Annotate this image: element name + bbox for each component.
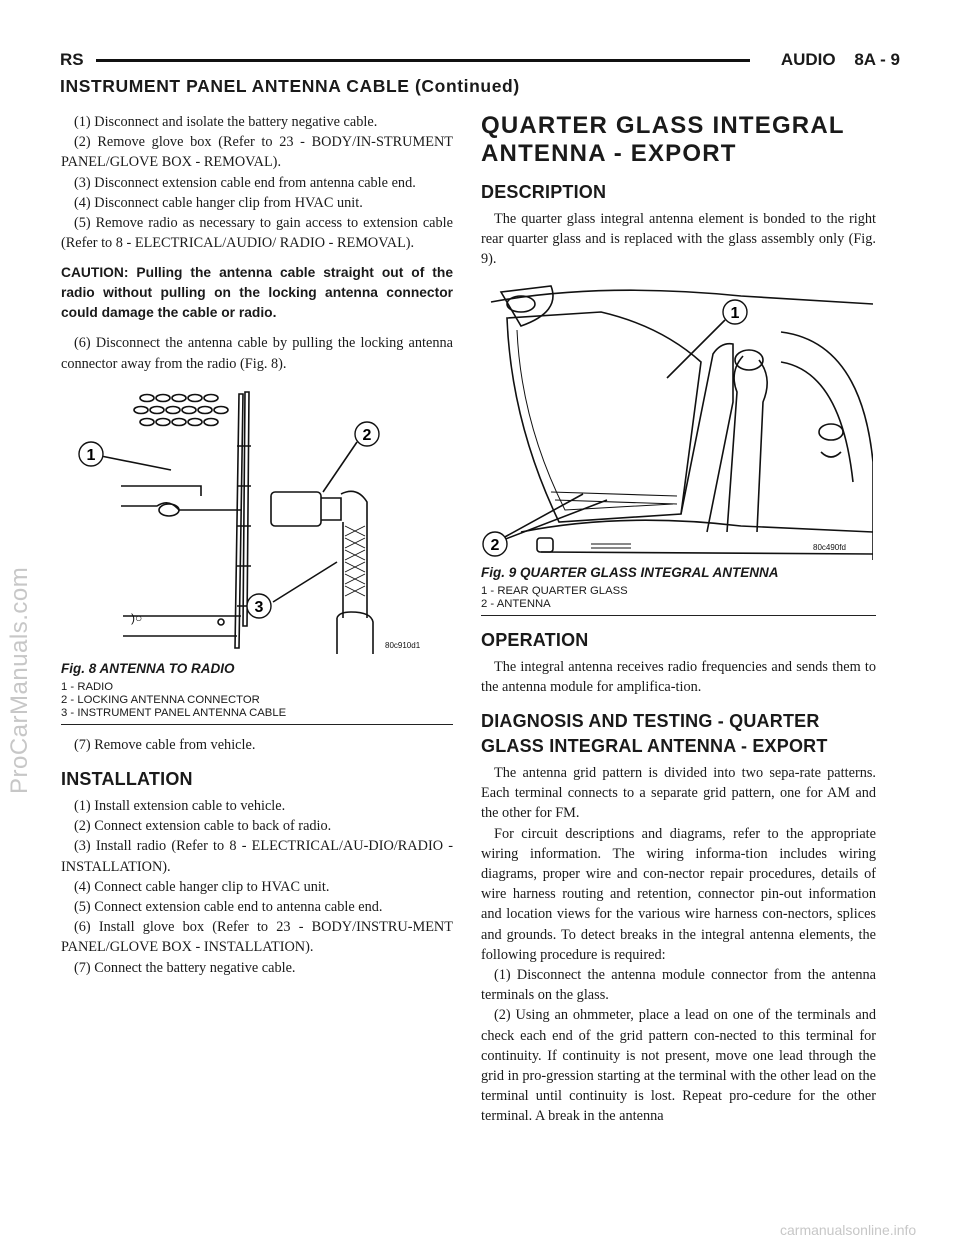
- removal-step-5: (5) Remove radio as necessary to gain access to extension cable (Refer to 8 - ELECTRICAL/AUDIO/ RADIO - REMOVAL).: [61, 215, 453, 252]
- removal-step-2: (2) Remove glove box (Refer to 23 - BODY/IN-STRUMENT PANEL/GLOVE BOX - REMOVAL).: [61, 134, 453, 171]
- diagnosis-paragraph-2: For circuit descriptions and diagrams, refer to the appropriate wiring information. The wiring informa-tion includes wiring diagrams, proper wire and con-nector repair procedures, details of wire harness routing and retention, connector pin-out information and location views for the various wire harness con-nectors, splices and grounds. To detect breaks in the integral antenna elements, the following procedure is required:: [481, 825, 876, 963]
- section-title: QUARTER GLASS INTEGRAL ANTENNA - EXPORT: [481, 112, 845, 167]
- figure-8-code: 80c910d1: [385, 640, 421, 650]
- continued-title: INSTRUMENT PANEL ANTENNA CABLE (Continued): [60, 76, 520, 96]
- svg-text:)○: )○: [131, 610, 143, 625]
- removal-step-6: (6) Disconnect the antenna cable by pulling the locking antenna connector away from the radio (Fig. 8).: [61, 335, 453, 372]
- install-step-5: (5) Connect extension cable end to antenna cable end.: [74, 899, 383, 916]
- header-page-number: 8A - 9: [854, 50, 900, 69]
- legend-item: 2 - ANTENNA: [481, 597, 551, 610]
- callout-3: 3: [254, 598, 264, 616]
- page-header: [60, 50, 900, 74]
- removal-step-7: (7) Remove cable from vehicle.: [74, 736, 256, 753]
- figure-9-legend: [481, 585, 876, 611]
- install-step-1: (1) Install extension cable to vehicle.: [74, 798, 286, 815]
- install-step-3: (3) Install radio (Refer to 8 - ELECTRICAL/AU-DIO/RADIO - INSTALLATION).: [61, 838, 453, 875]
- right-column: [481, 112, 876, 1127]
- diagnosis-step-2: (2) Using an ohmmeter, place a lead on one of the terminals and check each end of the grid pattern con-nected to this terminal for continuity. If continuity is not present, move one lead through the grid in pro-gression starting at the terminal with the other lead on the terminal until continuity is lost. Repeat pro-cedure for the other terminal. A break in the antenna: [481, 1007, 876, 1125]
- installation-heading: INSTALLATION: [61, 769, 193, 790]
- removal-step-3: (3) Disconnect extension cable end from antenna cable end.: [74, 174, 416, 191]
- description-text: The quarter glass integral antenna element is bonded to the right rear quarter glass and is replaced with the glass assembly only (Fig. 9).: [481, 211, 876, 268]
- legend-item: 2 - LOCKING ANTENNA CONNECTOR: [61, 693, 260, 706]
- removal-step-4: (4) Disconnect cable hanger clip from HVAC unit.: [74, 194, 363, 211]
- figure-9-caption: Fig. 9 QUARTER GLASS INTEGRAL ANTENNA: [481, 564, 779, 580]
- figure-9-rule: [481, 615, 876, 616]
- diagnosis-heading: DIAGNOSIS AND TESTING - QUARTER GLASS INTEGRAL ANTENNA - EXPORT: [481, 711, 828, 757]
- install-step-2: (2) Connect extension cable to back of radio.: [74, 818, 332, 835]
- antenna-to-radio-illustration: [61, 386, 453, 656]
- header-section: RS: [60, 50, 84, 69]
- callout-2: 2: [362, 426, 372, 444]
- install-step-4: (4) Connect cable hanger clip to HVAC unit.: [74, 878, 330, 895]
- quarter-glass-illustration: [481, 282, 873, 560]
- legend-item: 3 - INSTRUMENT PANEL ANTENNA CABLE: [61, 706, 287, 719]
- description-heading: DESCRIPTION: [481, 182, 607, 202]
- figure-8-rule: [61, 724, 453, 725]
- legend-item: 1 - REAR QUARTER GLASS: [481, 584, 628, 597]
- figure-8: [61, 386, 453, 725]
- caution-note: CAUTION: Pulling the antenna cable straight out of the radio without pulling on the locking antenna connector could damage the cable or radio.: [61, 265, 453, 321]
- diagnosis-paragraph-1: The antenna grid pattern is divided into two sepa-rate patterns. Each terminal connects to a separate grid pattern, one for AM and the other for FM.: [481, 765, 876, 822]
- figure-8-caption: Fig. 8 ANTENNA TO RADIO: [61, 660, 235, 676]
- install-step-6: (6) Install glove box (Refer to 23 - BODY/INSTRU-MENT PANEL/GLOVE BOX - INSTALLATION).: [61, 919, 453, 956]
- diagnosis-step-1: (1) Disconnect the antenna module connector from the antenna terminals on the glass.: [481, 967, 876, 1004]
- bottom-watermark: carmanualsonline.info: [780, 1222, 917, 1238]
- legend-item: 1 - RADIO: [61, 680, 114, 693]
- removal-step-1: (1) Disconnect and isolate the battery negative cable.: [74, 114, 378, 130]
- callout-1: 1: [730, 304, 740, 322]
- header-rule: [96, 59, 750, 62]
- left-column: [61, 112, 453, 978]
- header-chapter: AUDIO: [780, 50, 836, 69]
- figure-8-legend: [61, 681, 453, 720]
- figure-9: [481, 282, 876, 616]
- callout-1: 1: [86, 446, 96, 464]
- install-step-7: (7) Connect the battery negative cable.: [74, 959, 296, 976]
- figure-9-code: 80c490fd: [813, 542, 846, 552]
- header-right: [767, 50, 900, 70]
- radio-grille: [134, 394, 228, 425]
- side-watermark: ProCarManuals.com: [6, 566, 33, 794]
- operation-heading: OPERATION: [481, 629, 589, 650]
- callout-2: 2: [490, 536, 500, 554]
- operation-text: The integral antenna receives radio frequencies and sends them to the antenna module for amplifica-tion.: [481, 658, 876, 695]
